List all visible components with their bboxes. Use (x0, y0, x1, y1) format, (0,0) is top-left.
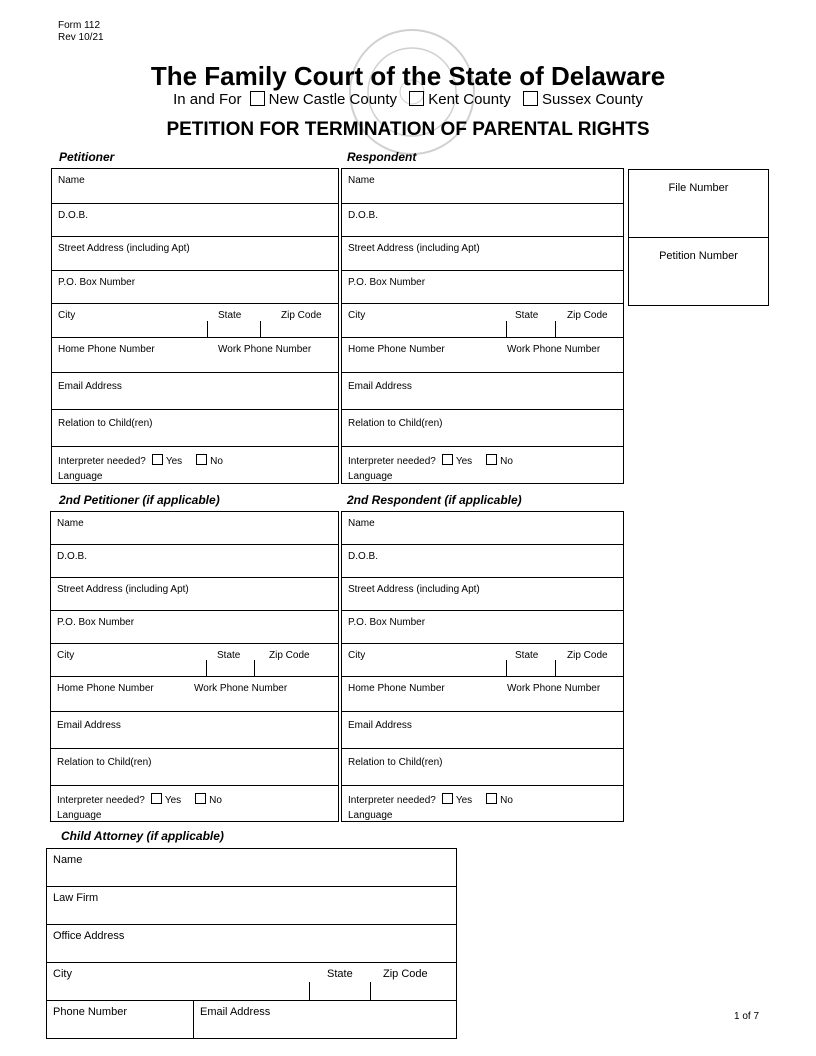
in-and-for-label: In and For (173, 91, 242, 108)
respondent2-dob-field[interactable]: D.O.B. (342, 545, 624, 578)
petitioner2-name-field[interactable]: Name (51, 512, 339, 545)
attorney-office-address-field[interactable]: Office Address (47, 925, 457, 963)
respondent2-street-field[interactable]: Street Address (including Apt) (342, 578, 624, 611)
petition-number-field[interactable]: Petition Number (629, 238, 769, 306)
divider (555, 321, 556, 337)
form-revision: Rev 10/21 (58, 32, 104, 43)
respondent2-email-field[interactable]: Email Address (342, 712, 624, 749)
divider (206, 660, 207, 676)
respondent2-table (341, 511, 624, 822)
kent-checkbox[interactable] (409, 91, 424, 106)
petitioner2-interpreter-field: Interpreter needed? Yes No Language (51, 786, 339, 822)
respondent2-city-state-zip-field[interactable]: City State Zip Code (342, 644, 624, 677)
file-number-field[interactable]: File Number (629, 170, 769, 238)
petitioner-name-field[interactable]: Name (52, 169, 339, 204)
respondent-name-field[interactable]: Name (342, 169, 624, 204)
respondent2-relation-field[interactable]: Relation to Child(ren) (342, 749, 624, 786)
respondent-relation-field[interactable]: Relation to Child(ren) (342, 410, 624, 447)
petitioner-pobox-field[interactable]: P.O. Box Number (52, 271, 339, 304)
petitioner-relation-field[interactable]: Relation to Child(ren) (52, 410, 339, 447)
respondent-phone-field[interactable]: Home Phone Number Work Phone Number (342, 338, 624, 373)
petitioner2-pobox-field[interactable]: P.O. Box Number (51, 611, 339, 644)
petitioner-email-field[interactable]: Email Address (52, 373, 339, 410)
petitioner-heading: Petitioner (59, 150, 115, 164)
petitioner-interpreter-field: Interpreter needed? Yes No Language (52, 447, 339, 484)
petitioner2-email-field[interactable]: Email Address (51, 712, 339, 749)
petitioner2-dob-field[interactable]: D.O.B. (51, 545, 339, 578)
kent-label: Kent County (428, 91, 511, 108)
petitioner2-table (50, 511, 339, 822)
form-identifier (58, 20, 104, 44)
divider (555, 660, 556, 676)
petitioner2-yes-checkbox[interactable] (151, 793, 162, 804)
respondent-no-checkbox[interactable] (486, 454, 497, 465)
petitioner2-heading: 2nd Petitioner (if applicable) (59, 493, 220, 507)
respondent2-name-field[interactable]: Name (342, 512, 624, 545)
respondent-table (341, 168, 624, 484)
petition-title: PETITION FOR TERMINATION OF PARENTAL RIGHTS (166, 119, 650, 140)
divider (506, 660, 507, 676)
attorney-phone-field[interactable]: Phone Number (47, 1001, 194, 1039)
petitioner-dob-field[interactable]: D.O.B. (52, 204, 339, 237)
petitioner2-phone-field[interactable]: Home Phone Number Work Phone Number (51, 677, 339, 712)
petitioner-no-checkbox[interactable] (196, 454, 207, 465)
petitioner2-city-state-zip-field[interactable]: City State Zip Code (51, 644, 339, 677)
petitioner-yes-checkbox[interactable] (152, 454, 163, 465)
respondent2-pobox-field[interactable]: P.O. Box Number (342, 611, 624, 644)
petitioner-phone-field[interactable]: Home Phone Number Work Phone Number (52, 338, 339, 373)
form-number: Form 112 (58, 20, 101, 31)
divider (370, 982, 371, 1000)
attorney-name-field[interactable]: Name (47, 849, 457, 887)
attorney-law-firm-field[interactable]: Law Firm (47, 887, 457, 925)
court-title: The Family Court of the State of Delaware (150, 61, 666, 91)
respondent2-phone-field[interactable]: Home Phone Number Work Phone Number (342, 677, 624, 712)
respondent-pobox-field[interactable]: P.O. Box Number (342, 271, 624, 304)
respondent2-yes-checkbox[interactable] (442, 793, 453, 804)
respondent-dob-field[interactable]: D.O.B. (342, 204, 624, 237)
court-use-box (628, 169, 769, 306)
respondent-email-field[interactable]: Email Address (342, 373, 624, 410)
respondent-heading: Respondent (347, 150, 417, 164)
respondent-interpreter-field: Interpreter needed? Yes No Language (342, 447, 624, 484)
respondent2-no-checkbox[interactable] (486, 793, 497, 804)
page-number: 1 of 7 (734, 1011, 760, 1022)
respondent2-heading: 2nd Respondent (if applicable) (347, 493, 522, 507)
respondent-yes-checkbox[interactable] (442, 454, 453, 465)
sussex-checkbox[interactable] (523, 91, 538, 106)
divider (506, 321, 507, 337)
divider (309, 982, 310, 1000)
new-castle-checkbox[interactable] (250, 91, 265, 106)
petitioner-city-state-zip-field[interactable]: City State Zip Code (52, 304, 339, 338)
divider (254, 660, 255, 676)
petitioner2-no-checkbox[interactable] (195, 793, 206, 804)
petitioner2-relation-field[interactable]: Relation to Child(ren) (51, 749, 339, 786)
attorney-city-state-zip-field[interactable]: City State Zip Code (47, 963, 457, 1001)
new-castle-label: New Castle County (268, 91, 398, 108)
respondent-street-field[interactable]: Street Address (including Apt) (342, 237, 624, 271)
petitioner-street-field[interactable]: Street Address (including Apt) (52, 237, 339, 271)
county-selector (0, 91, 816, 109)
respondent-city-state-zip-field[interactable]: City State Zip Code (342, 304, 624, 338)
divider (260, 321, 261, 337)
child-attorney-table (46, 848, 457, 1039)
petitioner2-street-field[interactable]: Street Address (including Apt) (51, 578, 339, 611)
petitioner-table (51, 168, 339, 484)
attorney-email-field[interactable]: Email Address (194, 1001, 457, 1039)
child-attorney-heading: Child Attorney (if applicable) (61, 829, 224, 843)
divider (207, 321, 208, 337)
respondent2-interpreter-field: Interpreter needed? Yes No Language (342, 786, 624, 822)
sussex-label: Sussex County (541, 91, 643, 108)
